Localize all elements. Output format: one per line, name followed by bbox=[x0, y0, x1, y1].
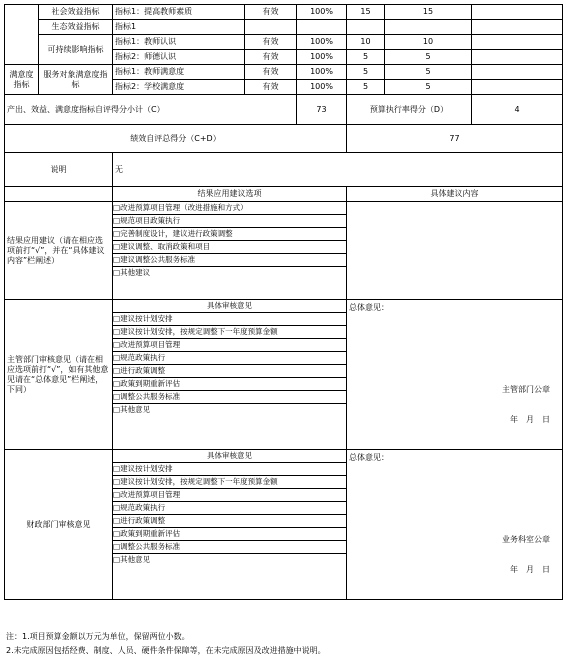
results-option-checkbox[interactable]: □建议调整公共服务标准 bbox=[113, 254, 346, 267]
results-options-list bbox=[113, 202, 347, 300]
indicator-remark bbox=[472, 35, 563, 50]
dept-option-checkbox[interactable]: □规范政策执行 bbox=[113, 352, 346, 365]
finance-option-checkbox[interactable]: □建议按计划安排，按规定调整下一年度预算金额 bbox=[113, 476, 346, 489]
finance-review-row bbox=[5, 450, 563, 600]
total-value: 77 bbox=[347, 125, 563, 153]
indicator-row-3 bbox=[5, 35, 563, 50]
results-application-label: 结果应用建议（请在相应选项前打“√”，并在“具体建议内容”栏阐述） bbox=[5, 202, 113, 300]
indicator-attr bbox=[245, 20, 297, 35]
footnotes bbox=[6, 630, 560, 658]
total-row bbox=[5, 125, 563, 153]
dept-overall-opinion[interactable] bbox=[347, 300, 563, 450]
indicator-row-2 bbox=[5, 20, 563, 35]
indicator-score: 10 bbox=[385, 35, 472, 50]
subtotal-label: 产出、效益、满意度指标自评得分小计（C） bbox=[5, 95, 297, 125]
subtotal-c-value: 73 bbox=[297, 95, 347, 125]
indicator-name: 指标2：学校满意度 bbox=[113, 80, 245, 95]
indicator-name: 指标1：教师满意度 bbox=[113, 65, 245, 80]
subtotal-d-value: 4 bbox=[472, 95, 563, 125]
results-option-checkbox[interactable]: □规范项目政策执行 bbox=[113, 215, 346, 228]
indicator-target: 100% bbox=[297, 35, 347, 50]
finance-option-checkbox[interactable]: □其他意见 bbox=[113, 555, 151, 564]
footnote-1: 注：1.项目预算金额以万元为单位，保留两位小数。 bbox=[6, 632, 190, 641]
indicator-group: 社会效益指标 bbox=[39, 5, 113, 20]
explanation-label: 说明 bbox=[5, 153, 113, 187]
dept-review-options bbox=[113, 300, 347, 450]
indicator-attr: 有效 bbox=[245, 80, 297, 95]
specific-suggestion-header: 具体建议内容 bbox=[347, 187, 563, 202]
dept-option-checkbox[interactable]: □调整公共服务标准 bbox=[113, 391, 346, 404]
indicator-full-score: 5 bbox=[347, 65, 385, 80]
footnote-2: 2.未完成原因包括经费、制度、人员、硬件条件保障等，在未完成原因及改进措施中说明。 bbox=[6, 646, 326, 655]
results-application-row bbox=[5, 202, 563, 300]
indicator-category-cell bbox=[5, 5, 39, 65]
indicator-group: 生态效益指标 bbox=[39, 20, 113, 35]
finance-option-checkbox[interactable]: □进行政策调整 bbox=[113, 515, 346, 528]
indicator-score: 5 bbox=[385, 80, 472, 95]
indicator-group: 可持续影响指标 bbox=[39, 35, 113, 65]
results-option-checkbox[interactable]: □其他建议 bbox=[113, 268, 151, 277]
header-spacer bbox=[5, 187, 113, 202]
dept-option-checkbox[interactable]: □改进预算项目管理 bbox=[113, 339, 346, 352]
indicator-attr: 有效 bbox=[245, 5, 297, 20]
indicator-target: 100% bbox=[297, 5, 347, 20]
finance-option-checkbox[interactable]: □规范政策执行 bbox=[113, 502, 346, 515]
dept-overall-label: 总体意见： bbox=[349, 303, 389, 312]
dept-review-header: 具体审核意见 bbox=[113, 300, 346, 313]
indicator-score bbox=[385, 20, 472, 35]
finance-option-checkbox[interactable]: □改进预算项目管理 bbox=[113, 489, 346, 502]
indicator-row-1 bbox=[5, 5, 563, 20]
indicator-group: 服务对象满意度指标 bbox=[39, 65, 113, 95]
finance-review-label: 财政部门审核意见 bbox=[5, 450, 113, 600]
indicator-remark bbox=[472, 20, 563, 35]
indicator-name: 指标2：师德认识 bbox=[113, 50, 245, 65]
indicator-attr: 有效 bbox=[245, 35, 297, 50]
indicator-row-5 bbox=[5, 65, 563, 80]
explanation-row bbox=[5, 153, 563, 187]
dept-date-label: 年 月 日 bbox=[510, 415, 550, 424]
indicator-name: 指标1：教师认识 bbox=[113, 35, 245, 50]
indicator-remark bbox=[472, 5, 563, 20]
indicator-full-score: 5 bbox=[347, 50, 385, 65]
results-option-checkbox[interactable]: □改进预算项目管理（改进措施和方式） bbox=[113, 202, 346, 215]
indicator-full-score bbox=[347, 20, 385, 35]
specific-suggestion-field[interactable] bbox=[347, 202, 563, 300]
results-options-header: 结果应用建议选项 bbox=[113, 187, 347, 202]
satisfaction-label: 满意度指标 bbox=[5, 65, 39, 95]
finance-review-header: 具体审核意见 bbox=[113, 450, 346, 463]
indicator-target bbox=[297, 20, 347, 35]
dept-option-checkbox[interactable]: □进行政策调整 bbox=[113, 365, 346, 378]
dept-option-checkbox[interactable]: □建议按计划安排 bbox=[113, 313, 346, 326]
indicator-full-score: 10 bbox=[347, 35, 385, 50]
evaluation-table bbox=[4, 4, 563, 600]
total-label: 绩效自评总得分（C+D） bbox=[5, 125, 347, 153]
finance-option-checkbox[interactable]: □政策到期重新评估 bbox=[113, 528, 346, 541]
finance-option-checkbox[interactable]: □建议按计划安排 bbox=[113, 463, 346, 476]
dept-option-checkbox[interactable]: □建议按计划安排，按规定调整下一年度预算金额 bbox=[113, 326, 346, 339]
indicator-attr: 有效 bbox=[245, 50, 297, 65]
indicator-target: 100% bbox=[297, 50, 347, 65]
results-option-checkbox[interactable]: □建议调整、取消政策和项目 bbox=[113, 241, 346, 254]
explanation-value: 无 bbox=[113, 153, 563, 187]
subtotal-d-label: 预算执行率得分（D） bbox=[347, 95, 472, 125]
indicator-target: 100% bbox=[297, 65, 347, 80]
indicator-name: 指标1 bbox=[113, 20, 245, 35]
indicator-score: 5 bbox=[385, 65, 472, 80]
dept-review-label: 主管部门审核意见（请在相应选项前打“√”，如有其他意见请在“总体意见”栏阐述，下同） bbox=[5, 300, 113, 450]
finance-overall-label: 总体意见： bbox=[349, 453, 389, 462]
indicator-score: 5 bbox=[385, 50, 472, 65]
indicator-name: 指标1：提高教师素质 bbox=[113, 5, 245, 20]
finance-seal-label: 业务科室公章 bbox=[502, 535, 550, 544]
subtotal-row bbox=[5, 95, 563, 125]
finance-date-label: 年 月 日 bbox=[510, 565, 550, 574]
dept-seal-label: 主管部门公章 bbox=[502, 385, 550, 394]
indicator-full-score: 5 bbox=[347, 80, 385, 95]
dept-option-checkbox[interactable]: □政策到期重新评估 bbox=[113, 378, 346, 391]
finance-review-options bbox=[113, 450, 347, 600]
indicator-full-score: 15 bbox=[347, 5, 385, 20]
indicator-remark bbox=[472, 80, 563, 95]
results-option-checkbox[interactable]: □完善制度设计，建议进行政策调整 bbox=[113, 228, 346, 241]
indicator-attr: 有效 bbox=[245, 65, 297, 80]
dept-review-row bbox=[5, 300, 563, 450]
indicator-score: 15 bbox=[385, 5, 472, 20]
finance-overall-opinion[interactable] bbox=[347, 450, 563, 600]
indicator-remark bbox=[472, 50, 563, 65]
indicator-remark bbox=[472, 65, 563, 80]
suggestion-header-row bbox=[5, 187, 563, 202]
indicator-target: 100% bbox=[297, 80, 347, 95]
finance-option-checkbox[interactable]: □调整公共服务标准 bbox=[113, 541, 346, 554]
dept-option-checkbox[interactable]: □其他意见 bbox=[113, 405, 151, 414]
